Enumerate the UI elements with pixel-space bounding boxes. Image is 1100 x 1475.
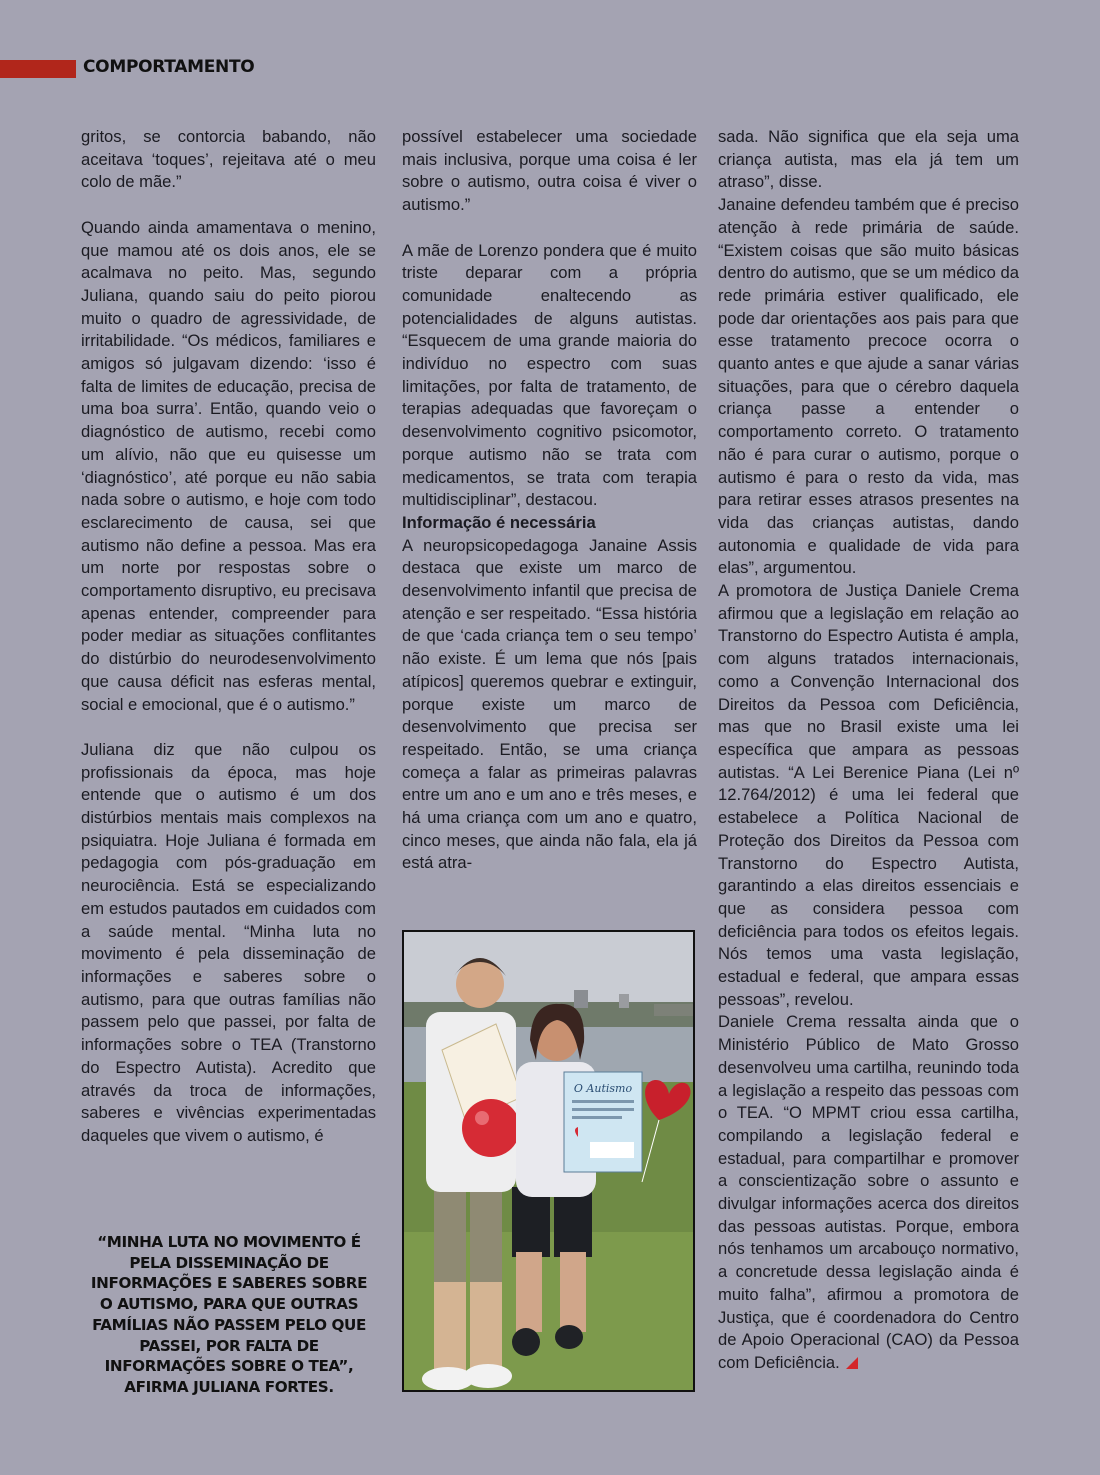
paragraph: possível estabelecer uma sociedade mais inclusiva, porque uma coisa é ler sobre o autismo, outra coisa é viver o autismo.” [402, 127, 697, 215]
subheading: Informação é necessária [402, 512, 596, 532]
section-label: COMPORTAMENTO [83, 57, 255, 77]
article-photo [402, 930, 695, 1392]
paragraph-final [718, 1011, 1019, 1374]
photo-illustration [404, 932, 693, 1390]
paragraph: Juliana diz que não culpou os profissionais da época, mas hoje entende que o autismo é um dos distúrbios mentais mais complexos na psiquiatra. Hoje Juliana é formada em pedagogia com pós-graduação em neurociência. Está se especializando em estudos pautados em cuidados com a saúde mental. “Minha luta no movimento é pela disseminação de informações e saberes sobre o autismo, para que outras famílias não passem pelo que passei, por falta de informações sobre o TEA (Transtorno do Espectro Autista). Acredito que através da troca de informações, saberes e vivências experimentadas daqueles que vivem o autismo, é [81, 739, 376, 1145]
pull-quote: “MINHA LUTA NO MOVIMENTO É PELA DISSEMINAÇÃO DE INFORMAÇÕES E SABERES SOBRE O AUTISMO, PARA QUE OUTRAS FAMÍLIAS NÃO PASSEM PELO QUE PASSEI, POR FALTA DE INFORMAÇÕES SOBRE O TEA”, AFIRMA JULIANA FORTES. [90, 1233, 368, 1396]
paragraph: A promotora de Justiça Daniele Crema afirmou que a legislação em relação ao Transtorno do Espectro Autista é ampla, com alguns tratados internacionais, como a Convenção Internacional dos Direitos da Pessoa com Deficiência, mas que no Brasil existe uma lei específica que ampara as pessoas autistas. “A Lei Berenice Piana (Lei nº 12.764/2012) é uma lei federal que estabelece a Política Nacional de Proteção dos Direitos da Pessoa com Transtorno do Espectro Autista, garantindo a elas direitos essenciais e que as considera pessoa com deficiência para todos os efeitos legais. Nós temos uma vasta legislação, estadual e federal, que ampara essas pessoas”, revelou. [718, 581, 1019, 1009]
paragraph: A neuropsicopedagoga Janaine Assis destaca que existe um marco de desenvolvimento infantil que precisa de atenção e ser respeitado. “Essa história de que ‘cada criança tem o seu tempo’ não existe. É um lema que nós [pais atípicos] queremos quebrar e extinguir, porque existe um marco de desenvolvimento que precisa ser respeitado. Então, se uma criança começa a falar as primeiras palavras entre um ano e um ano e três meses, e há uma criança com um ano e quatro, cinco meses, que ainda não fala, ela já está atra- [402, 535, 697, 873]
paragraph: sada. Não significa que ela seja uma criança autista, mas ela já tem um atraso”, disse. [718, 127, 1019, 192]
end-of-article-mark [846, 1357, 858, 1369]
article-column-3 [718, 126, 1019, 1375]
paragraph: Quando ainda amamentava o menino, que mamou até os dois anos, ele se acalmava no peito. Mas, segundo Juliana, quando saiu do peito piorou muito o quadro de agressividade, de irritabilidade. “Os médicos, familiares e amigos só julgavam dizendo: ‘isso é falta de limites de educação, precisa de uma boa surra’. Então, quando veio o diagnóstico de autismo, recebi como um alívio, não que eu quisesse um ‘diagnóstico’, até porque eu não sabia nada sobre o autismo, e hoje com todo esclarecimento de causa, sei que autismo não define a pessoa. Mas era um norte por respostas sobre o comportamento disruptivo, eu precisava apenas entender, compreender para poder mediar as situações conflitantes do distúrbio do neurodesenvolvimento que causa déficit nas esferas mental, social e emocional, que é o autismo.” [81, 217, 376, 714]
section-color-bar [0, 60, 76, 78]
paragraph: A mãe de Lorenzo pondera que é muito triste deparar com a própria comunidade enaltecendo as potencialidades de alguns autistas. “Esquecem de uma grande maioria do indivíduo no espectro com suas limitações, por falta de tratamento, de terapias adequadas que favoreçam o desenvolvimento cognitivo psicomotor, porque autismo não se trata com medicamentos, se trata com terapia multidisciplinar”, destacou. [402, 240, 697, 510]
paragraph-text: Daniele Crema ressalta ainda que o Ministério Público de Mato Grosso desenvolveu uma cartilha, reunindo toda a legislação a respeito das pessoas com o TEA. “O MPMT criou essa cartilha, compilando a legislação federal e estadual, para compartilhar e promover a conscientização sobre o assunto e divulgar informações acerca dos direitos das pessoas autistas. Porque, embora nós tenhamos um arcabouço normativo, a concretude dessa legislação ainda é muito falha”, afirmou a promotora de Justiça, que é coordenadora do Centro de Apoio Operacional (CAO) da Pessoa com Deficiência. [718, 1012, 1019, 1372]
article-column-1 [81, 126, 376, 1148]
paragraph: gritos, se contorcia babando, não aceitava ‘toques’, rejeitava até o meu colo de mãe.” [81, 127, 376, 192]
article-column-2 [402, 126, 697, 875]
sign-title: O Autismo [573, 1082, 633, 1095]
paragraph: Janaine defendeu também que é preciso atenção à rede primária de saúde. “Existem coisas que são muito básicas dentro do autismo, que se um médico da rede primária estiver qualificado, ele pode dar orientações aos pais para que esse tratamento precoce ocorra o quanto antes e que ajude a sanar várias situações, para que o cérebro daquela criança passe a entender o comportamento correto. O tratamento não é para curar o autismo, porque o autismo é para o resto da vida, mas para retirar esses atrasos presentes na vida das crianças autistas, dando autonomia e qualidade de vida para elas”, argumentou. [718, 195, 1019, 578]
